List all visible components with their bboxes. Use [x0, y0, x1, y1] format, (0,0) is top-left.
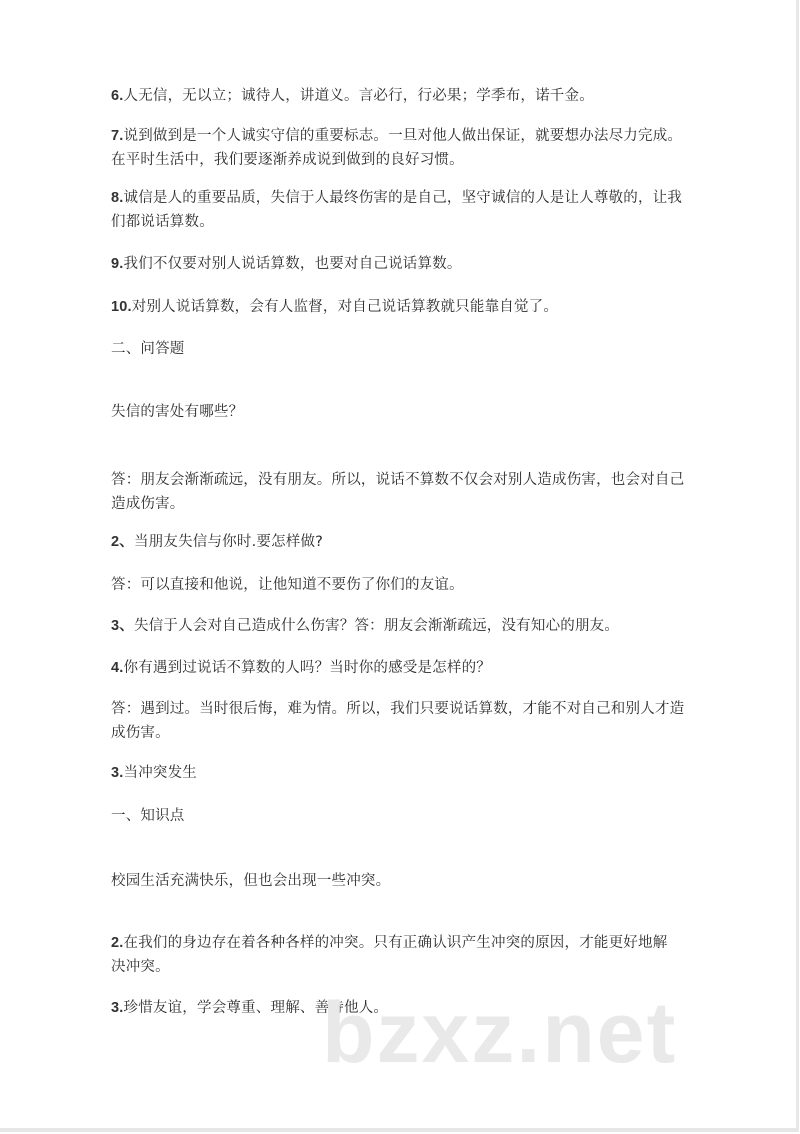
section-heading-qa: 二、问答题 [111, 341, 185, 357]
knowledge-text: 在我们的身边存在着各种各样的冲突。只有正确认识产生冲突的原因，才能更好地解决冲突。 [111, 935, 668, 975]
point-text: 说到做到是一个人诚实守信的重要标志。一旦对他人做出保证，就要想办法尽力完成。在平时生活中，我们要逐渐养成说到做到的良好习惯。 [111, 128, 683, 168]
point-9 [111, 252, 462, 276]
point-number: 10. [111, 299, 132, 315]
knowledge-1: 校园生活充满快乐，但也会出现一些冲突。 [111, 873, 391, 889]
question-2 [111, 530, 323, 554]
answer-4: 答：遇到过。当时很后悔，难为情。所以，我们只要说话算数，才能不对自己和别人才造成伤害。 [111, 701, 685, 741]
answer-1: 答：朋友会渐渐疏远，没有朋友。所以，说话不算数不仅会对别人造成伤害，也会对自己造成伤害。 [111, 472, 685, 512]
lesson-title [111, 761, 197, 785]
point-6 [111, 84, 594, 108]
point-number: 6. [111, 88, 124, 104]
point-10 [111, 295, 558, 319]
question-4 [111, 656, 491, 680]
question-number: 4. [111, 660, 124, 676]
knowledge-number: 3. [111, 1000, 124, 1016]
question-number: 3、 [111, 618, 134, 634]
question-text: 你有遇到过说话不算数的人吗？当时你的感受是怎样的？ [123, 660, 491, 676]
lesson-number: 3. [111, 765, 124, 781]
answer-2: 答：可以直接和他说，让他知道不要伤了你们的友谊。 [111, 577, 464, 593]
point-7 [111, 124, 691, 172]
point-text: 诚信是人的重要品质，失信于人最终伤害的是自己，坚守诚信的人是让人尊敬的，让我们都说话算数。 [111, 190, 683, 230]
question-1: 失信的害处有哪些？ [111, 404, 244, 420]
lesson-title-text: 当冲突发生 [123, 765, 197, 781]
knowledge-text: 珍惜友谊，学会尊重、理解、善待他人。 [123, 1000, 389, 1016]
section-heading-knowledge: 一、知识点 [111, 808, 185, 824]
point-text: 人无信，无以立；诚待人，讲道义。言必行，行必果；学季布，诺千金。 [123, 88, 594, 104]
point-number: 9. [111, 256, 124, 272]
point-text: 对别人说话算数，会有人监督，对自己说话算教就只能靠自觉了。 [131, 299, 559, 315]
point-text: 我们不仅要对别人说话算数，也要对自己说话算数。 [123, 256, 462, 272]
question-3 [111, 614, 619, 638]
question-number: 2、 [111, 534, 134, 550]
question-text: 失信于人会对自己造成什么伤害？答：朋友会渐渐疏远，没有知心的朋友。 [133, 618, 620, 634]
knowledge-number: 2. [111, 935, 124, 951]
point-8 [111, 186, 691, 234]
knowledge-2 [111, 931, 671, 979]
point-number: 7. [111, 128, 124, 144]
watermark: bzxz.net [322, 985, 678, 1081]
point-number: 8. [111, 190, 124, 206]
question-text: 当朋友失信与你时.要怎样做? [133, 534, 324, 550]
